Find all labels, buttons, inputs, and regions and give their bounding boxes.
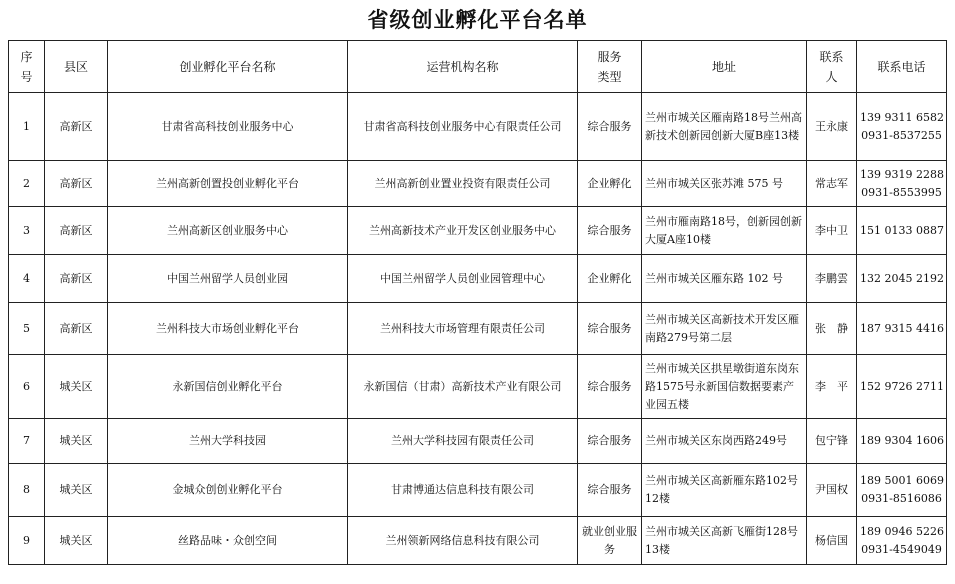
table-row — [9, 517, 947, 565]
cell-county: 城关区 — [45, 355, 108, 419]
platform-table — [8, 40, 947, 565]
cell-county: 城关区 — [45, 464, 108, 517]
cell-phone: 152 9726 2711 — [857, 355, 947, 419]
cell-phone: 187 9315 4416 — [857, 303, 947, 355]
cell-seq: 5 — [9, 303, 45, 355]
table-row — [9, 161, 947, 207]
cell-operator: 中国兰州留学人员创业园管理中心 — [348, 255, 578, 303]
cell-platform: 金城众创创业孵化平台 — [108, 464, 348, 517]
header-county: 县区 — [45, 41, 108, 93]
cell-address: 兰州市城关区雁南路18号兰州高新技术创新园创新大厦B座13楼 — [642, 93, 807, 161]
cell-contact: 李 平 — [807, 355, 857, 419]
cell-platform: 兰州科技大市场创业孵化平台 — [108, 303, 348, 355]
header-platform: 创业孵化平台名称 — [108, 41, 348, 93]
cell-contact: 包宁锋 — [807, 419, 857, 464]
header-service: 服务 类型 — [578, 41, 642, 93]
cell-contact: 李中卫 — [807, 207, 857, 255]
cell-address: 兰州市城关区拱星墩街道东岗东路1575号永新国信数据要素产业园五楼 — [642, 355, 807, 419]
cell-service: 综合服务 — [578, 207, 642, 255]
cell-operator: 甘肃博通达信息科技有限公司 — [348, 464, 578, 517]
cell-service: 企业孵化 — [578, 255, 642, 303]
cell-platform: 丝路品味・众创空间 — [108, 517, 348, 565]
cell-county: 城关区 — [45, 419, 108, 464]
cell-phone: 139 9311 6582 0931-8537255 — [857, 93, 947, 161]
cell-service: 综合服务 — [578, 419, 642, 464]
cell-phone: 189 0946 5226 0931-4549049 — [857, 517, 947, 565]
cell-phone: 189 5001 6069 0931-8516086 — [857, 464, 947, 517]
cell-operator: 兰州高新创业置业投资有限责任公司 — [348, 161, 578, 207]
cell-county: 高新区 — [45, 93, 108, 161]
cell-phone: 189 9304 1606 — [857, 419, 947, 464]
cell-seq: 7 — [9, 419, 45, 464]
header-contact: 联系 人 — [807, 41, 857, 93]
cell-operator: 兰州领新网络信息科技有限公司 — [348, 517, 578, 565]
header-row — [9, 41, 947, 93]
cell-contact: 王永康 — [807, 93, 857, 161]
cell-operator: 甘肃省高科技创业服务中心有限责任公司 — [348, 93, 578, 161]
cell-operator: 兰州高新技术产业开发区创业服务中心 — [348, 207, 578, 255]
cell-service: 综合服务 — [578, 464, 642, 517]
header-seq: 序 号 — [9, 41, 45, 93]
header-operator: 运营机构名称 — [348, 41, 578, 93]
cell-platform: 兰州高新创置投创业孵化平台 — [108, 161, 348, 207]
cell-platform: 中国兰州留学人员创业园 — [108, 255, 348, 303]
cell-service: 综合服务 — [578, 93, 642, 161]
cell-address: 兰州市城关区高新飞雁街128号13楼 — [642, 517, 807, 565]
cell-county: 高新区 — [45, 303, 108, 355]
cell-platform: 永新国信创业孵化平台 — [108, 355, 348, 419]
cell-county: 高新区 — [45, 161, 108, 207]
cell-platform: 甘肃省高科技创业服务中心 — [108, 93, 348, 161]
cell-service: 就业创业服务 — [578, 517, 642, 565]
cell-platform: 兰州高新区创业服务中心 — [108, 207, 348, 255]
cell-contact: 张 静 — [807, 303, 857, 355]
cell-county: 高新区 — [45, 255, 108, 303]
cell-operator: 兰州科技大市场管理有限责任公司 — [348, 303, 578, 355]
cell-contact: 李鹏雲 — [807, 255, 857, 303]
cell-address: 兰州市城关区高新技术开发区雁南路279号第二层 — [642, 303, 807, 355]
table-row — [9, 419, 947, 464]
table-row — [9, 303, 947, 355]
header-phone: 联系电话 — [857, 41, 947, 93]
table-row — [9, 207, 947, 255]
cell-service: 综合服务 — [578, 303, 642, 355]
table-row — [9, 93, 947, 161]
cell-county: 高新区 — [45, 207, 108, 255]
cell-address: 兰州市城关区高新雁东路102号12楼 — [642, 464, 807, 517]
cell-operator: 兰州大学科技园有限责任公司 — [348, 419, 578, 464]
cell-county: 城关区 — [45, 517, 108, 565]
cell-contact: 常志军 — [807, 161, 857, 207]
cell-contact: 尹国权 — [807, 464, 857, 517]
cell-service: 综合服务 — [578, 355, 642, 419]
cell-platform: 兰州大学科技园 — [108, 419, 348, 464]
cell-address: 兰州市城关区东岗西路249号 — [642, 419, 807, 464]
cell-address: 兰州市城关区雁东路 102 号 — [642, 255, 807, 303]
cell-address: 兰州市雁南路18号，创新园创新大厦A座10楼 — [642, 207, 807, 255]
page-title: 省级创业孵化平台名单 — [367, 8, 588, 32]
table-row — [9, 464, 947, 517]
table-row — [9, 355, 947, 419]
cell-contact: 杨信国 — [807, 517, 857, 565]
cell-seq: 1 — [9, 93, 45, 161]
cell-operator: 永新国信（甘肃）高新技术产业有限公司 — [348, 355, 578, 419]
cell-phone: 151 0133 0887 — [857, 207, 947, 255]
cell-seq: 8 — [9, 464, 45, 517]
cell-seq: 3 — [9, 207, 45, 255]
header-address: 地址 — [642, 41, 807, 93]
cell-seq: 2 — [9, 161, 45, 207]
cell-phone: 139 9319 2288 0931-8553995 — [857, 161, 947, 207]
cell-seq: 9 — [9, 517, 45, 565]
cell-phone: 132 2045 2192 — [857, 255, 947, 303]
table-row — [9, 255, 947, 303]
cell-address: 兰州市城关区张苏滩 575 号 — [642, 161, 807, 207]
cell-seq: 6 — [9, 355, 45, 419]
cell-seq: 4 — [9, 255, 45, 303]
cell-service: 企业孵化 — [578, 161, 642, 207]
